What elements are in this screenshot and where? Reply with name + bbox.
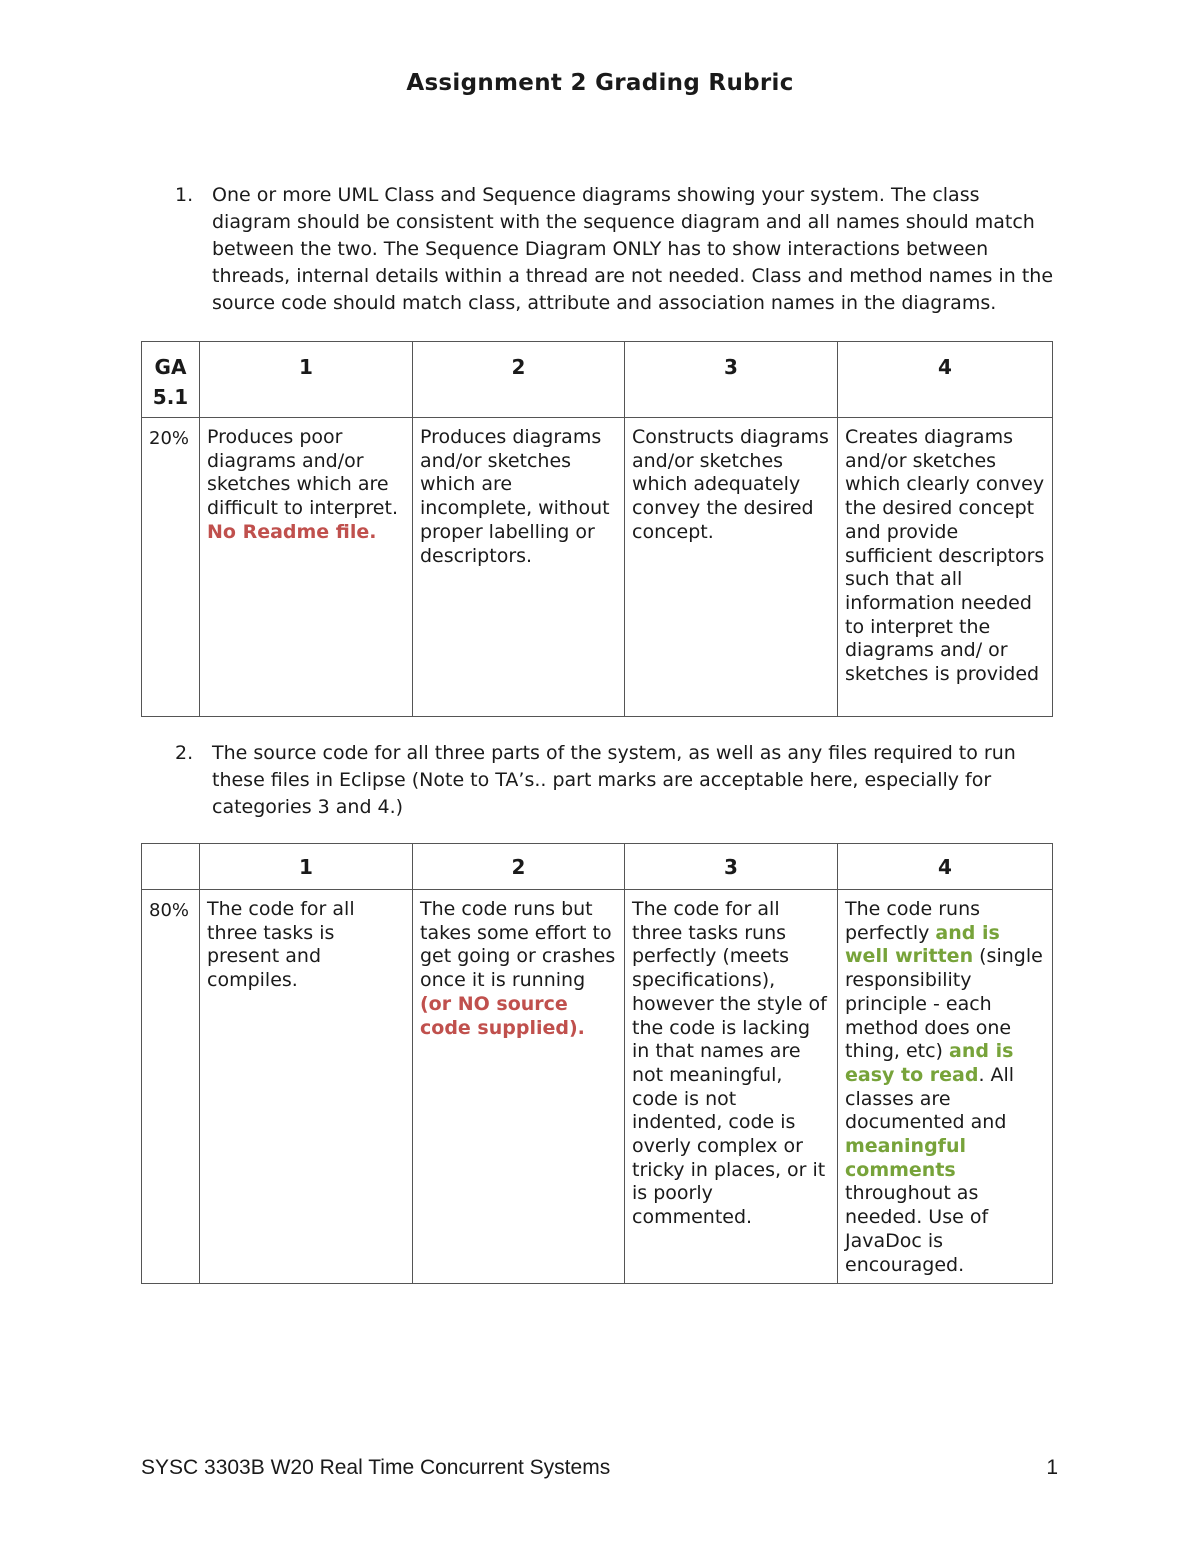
page-number: 1 [1046,1456,1058,1479]
table-2-level-4: The code runs perfectly and is well written (single responsibility principle - each method does one thing, etc) and is easy to read. All classes are documented and meaningful comments throughout as needed. Use of JavaDoc is encouraged. [838,890,1053,1284]
table-2-header-3: 3 [625,844,838,890]
easy-to-read-highlight: and is easy to read [845,1040,1014,1086]
table-2-level-1: The code for all three tasks is present and compiles. [200,890,413,1284]
table-1-header-1: 1 [200,342,413,418]
ga-label: GA [154,355,187,379]
item-2-text: The source code for all three parts of the system, as well as any files required to run these files in Eclipse (Note to TA’s.. part marks are acceptable here, especially for categories 3 and 4.) [212,742,1016,818]
table-1-header-4: 4 [838,342,1053,418]
item-1-text: One or more UML Class and Sequence diagrams showing your system. The class diagram should be consistent with the sequence diagram and all names should match between the two. The Sequence Diagram ONLY has to show interactions between threads, internal details within a thread are not needed. Class and method names in the source code should match class, attribute and association names in the diagrams. [212,184,1054,314]
item-2-number: 2. [175,742,194,764]
table-1-level-3: Constructs diagrams and/or sketches which adequately convey the desired concept. [625,418,838,717]
table-row [142,418,1053,717]
table-1-header-row [142,342,1053,418]
table-1-header-2: 2 [413,342,625,418]
page-title: Assignment 2 Grading Rubric [406,70,794,96]
item-1-number: 1. [175,184,194,206]
table-2-weight: 80% [142,890,200,1284]
table-2-header-1: 1 [200,844,413,890]
rubric-item-2 [175,740,1055,821]
table-1-header-3: 3 [625,342,838,418]
table-2-corner [142,844,200,890]
table-2-header-2: 2 [413,844,625,890]
table-1-level-4: Creates diagrams and/or sketches which clearly convey the desired concept and provide sufficient descriptors such that all information needed to interpret the diagrams and/ or sketches is provided [838,418,1053,717]
table-1-level-2: Produces diagrams and/or sketches which are incomplete, without proper labelling or descriptors. [413,418,625,717]
no-readme-note: No Readme file. [207,520,377,543]
rubric-table-2 [141,843,1053,1284]
well-written-highlight: and is well written [845,921,1000,968]
footer-course: SYSC 3303B W20 Real Time Concurrent Systems [141,1456,611,1479]
table-1-level-1: Produces poor diagrams and/or sketches which are difficult to interpret. No Readme file. [200,418,413,717]
rubric-item-1 [175,182,1055,317]
table-2-header-row [142,844,1053,890]
no-source-note: (or NO source code supplied). [420,992,585,1039]
table-2-level-2: The code runs but takes some effort to get going or crashes once it is running (or NO source code supplied). [413,890,625,1284]
table-1-corner [142,342,200,418]
ga-number: 5.1 [152,385,189,409]
table-1-weight: 20% [142,418,200,717]
table-row [142,890,1053,1284]
meaningful-comments-highlight: meaningful comments [845,1135,966,1181]
rubric-table-1 [141,341,1053,717]
table-2-level-3: The code for all three tasks runs perfectly (meets specifications), however the style of the code is lacking in that names are not meaningful, code is not indented, code is overly complex or tricky in places, or it is poorly commented. [625,890,838,1284]
table-2-header-4: 4 [838,844,1053,890]
